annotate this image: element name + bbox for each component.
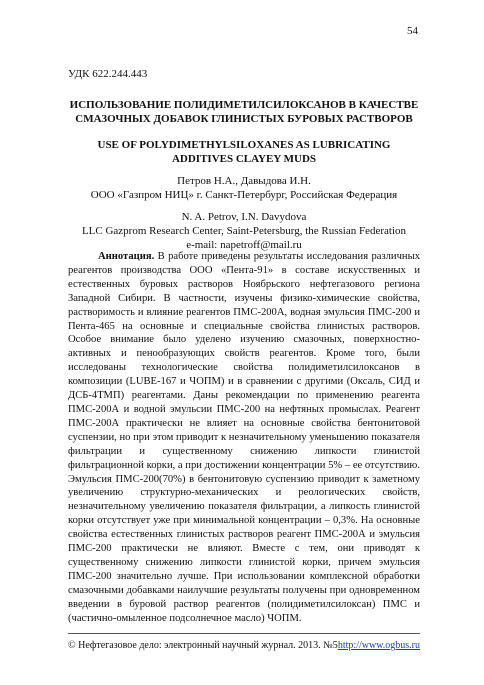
title-russian: ИСПОЛЬЗОВАНИЕ ПОЛИДИМЕТИЛСИЛОКСАНОВ В КАЧЕСТВЕ СМАЗОЧНЫХ ДОБАВОК ГЛИНИСТЫХ БУРОВЫХ РАСТВОРОВ bbox=[69, 99, 419, 125]
abstract-label: Аннотация. bbox=[98, 251, 155, 262]
author-email: e-mail: napetroff@mail.ru bbox=[186, 239, 302, 251]
authors-russian: Петров Н.А., Давыдова И.Н. bbox=[177, 175, 311, 187]
journal-citation: © Нефтегазовое дело: электронный научный журнал. 2013. №5 bbox=[68, 640, 338, 651]
authors-english: N. A. Petrov, I.N. Davydova bbox=[181, 211, 307, 223]
page-number: 54 bbox=[407, 25, 418, 37]
title-english: USE OF POLYDIMETHYLSILOXANES AS LUBRICATING ADDITIVES CLAYEY MUDS bbox=[97, 139, 391, 165]
journal-link[interactable]: http://www.ogbus.ru bbox=[337, 640, 420, 651]
authors-block-english bbox=[68, 210, 420, 252]
affiliation-russian: ООО «Газпром НИЦ» г. Санкт-Петербург, Российская Федерация bbox=[90, 189, 398, 201]
udk-code: УДК 622.244.443 bbox=[68, 68, 148, 80]
authors-block-russian bbox=[68, 174, 420, 202]
abstract bbox=[68, 250, 420, 625]
footer bbox=[68, 640, 420, 651]
abstract-text: В работе приведены результаты исследования различных реагентов производства ООО «Пента-91» в составе искусственных и естественных буровых растворов Ноябрьского нефтегазового региона Западной Сибири. В частности, изучены физико-химические свойства, растворимость и влияние реагентов ПМС-200А, водная эмульсия ПМС-200 и Пента-465 на основные и специальные свойства глинистых растворов. Особое внимание было уделено изучению смазочных, поверхностно-активных и пенообразующих свойств реагентов. Кроме того, были исследованы технологические свойства полидиметилсилоксанов в композиции (LUBE-167 и ЧОПМ) и в сравнении с другими (Оксаль, СИД и ДСБ-4ТМП) реагентами. Даны рекомендации по применению реагента ПМС-200А и водной эмульсии ПМС-200 на нефтяных промыслах. Реагент ПМС-200А практически не влияет на основные свойства бентонитовой суспензии, но при этом приводит к незначительному уменьшению показателя фильтрации и существенному снижению липкости глинистой фильтрационной корки, а при достижении концентрации 5% – ее отсутствию. Эмульсия ПМС-200(70%) в бентонитовую суспензию приводит к заметному увеличению структурно-механических и реологических свойств, незначительному увеличению показателя фильтрации, а липкость глинистой корки отсутствует уже при минимальной концентрации – 0,3%. На основные свойства естественных глинистых растворов реагент ПМС-200А и эмульсия ПМС-200 практически не влияют. Вместе с тем, они приводят к существенному снижению липкости глинистой корки, причем эмульсия ПМС-200 значительно лучше. При использовании комплексной обработки смазочными добавками наилучшие результаты получены при одновременном введении в буровой раствор реагентов (полидиметилсилоксан) ПМС и (частично-омыленное подсолнечное масло) ЧОПМ. bbox=[68, 251, 420, 624]
affiliation-english: LLC Gazprom Research Center, Saint-Petersburg, the Russian Federation bbox=[81, 225, 407, 237]
footer-divider bbox=[68, 633, 420, 634]
